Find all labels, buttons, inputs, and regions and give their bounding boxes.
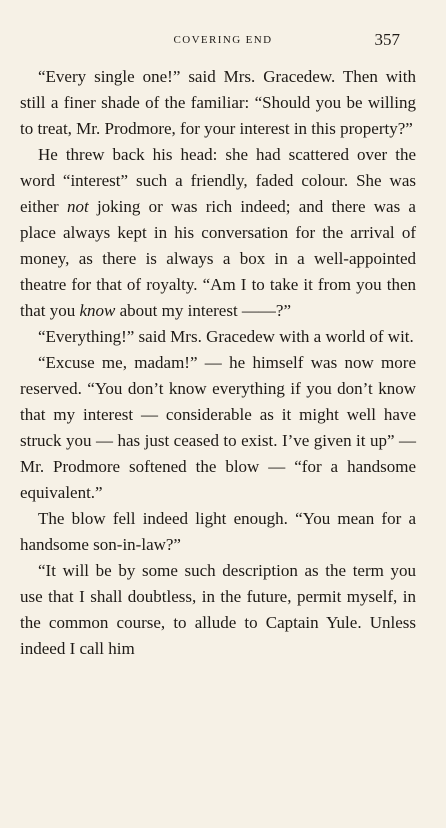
text-run: joking or was rich indeed; and there was a place always kept in his conversation for the arrival of money, as there is always a box in a well-appointed theatre for that of royalty. “Am I to take it from you then that you — [20, 197, 416, 320]
running-head — [0, 30, 446, 52]
italic-text-run: know — [79, 301, 116, 320]
italic-text-run: not — [66, 197, 89, 216]
paragraph — [20, 142, 416, 324]
text-run: “Everything!” said Mrs. Gracedew with a world of wit. — [38, 327, 414, 346]
text-run: He threw back his head: she had scattered over the word “interest” such a friendly, faded colour. She was either — [20, 145, 416, 216]
paragraph — [20, 64, 416, 142]
body-text — [20, 64, 416, 662]
text-run: “It will be by some such description as the term you use that I shall doubtless, in the future, permit myself, in the common course, to allude to Captain Yule. Unless indeed I call him — [20, 561, 416, 658]
text-run: “Every single one!” said Mrs. Gracedew. Then with still a finer shade of the familiar: “Should you be willing to treat, Mr. Prodmore, for your interest in this property?” — [20, 67, 416, 138]
paragraph — [20, 350, 416, 506]
text-run: The blow fell indeed light enough. “You mean for a handsome son-in-law?” — [20, 509, 416, 554]
paragraph — [20, 558, 416, 662]
paragraph — [20, 506, 416, 558]
page-number: 357 — [374, 30, 400, 49]
text-run: “Excuse me, madam!” — he himself was now more reserved. “You don’t know everything if you don’t know that my interest — considerable as it might well have struck you — has just ceased to exist. I’ve given it up” — Mr. Prodmore softened the blow — “for a handsome equivalent.” — [20, 353, 416, 502]
paragraph — [20, 324, 416, 350]
running-title: COVERING END — [173, 34, 273, 46]
text-run: about my interest ——?” — [115, 301, 292, 320]
